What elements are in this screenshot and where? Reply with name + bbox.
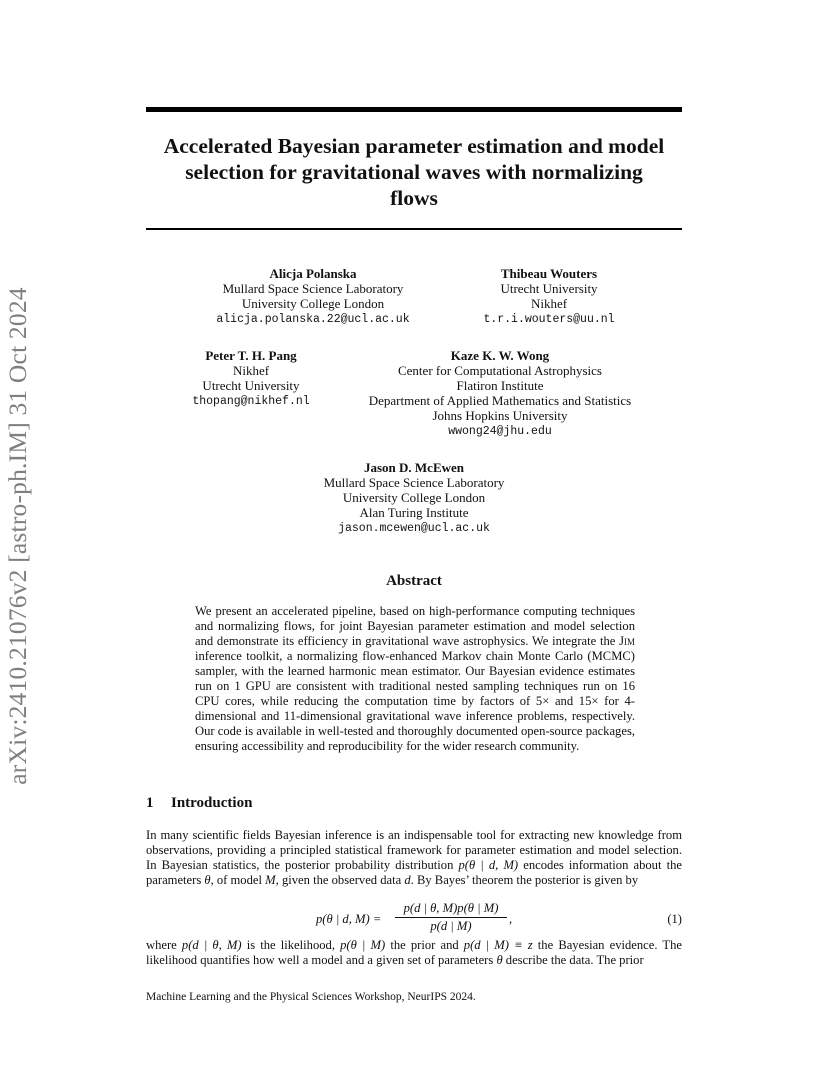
equation-number: (1) bbox=[667, 912, 682, 926]
author-block bbox=[216, 266, 409, 327]
author-name: Thibeau Wouters bbox=[500, 266, 598, 281]
intro-text: encodes information about the parameters bbox=[146, 858, 682, 887]
math-inline: p(d | M) ≡ z bbox=[463, 938, 533, 952]
intro-paragraph-continued bbox=[146, 938, 682, 968]
section-number: 1 bbox=[146, 795, 154, 811]
author-affiliation: Alan Turing Institute bbox=[359, 505, 469, 520]
author-name: Kaze K. W. Wong bbox=[450, 348, 550, 363]
math-inline: p(θ | M) bbox=[340, 938, 386, 952]
intro-text: , given the observed data bbox=[275, 873, 405, 887]
author-affiliation: Center for Computational Astrophysics bbox=[397, 363, 603, 378]
author-block bbox=[369, 348, 631, 439]
equation-lhs: p(θ | d, M) = bbox=[316, 912, 382, 926]
author-affiliation: University College London bbox=[241, 296, 385, 311]
math-inline: θ bbox=[204, 873, 211, 887]
intro-text: where bbox=[146, 938, 182, 952]
footer-venue: Machine Learning and the Physical Sciences Workshop, NeurIPS 2024. bbox=[146, 991, 476, 1003]
author-affiliation: Flatiron Institute bbox=[456, 378, 544, 393]
author-affiliation: Utrecht University bbox=[500, 281, 598, 296]
author-email[interactable]: t.r.i.wouters@uu.nl bbox=[483, 313, 615, 326]
math-inline: θ bbox=[496, 953, 503, 967]
author-name: Peter T. H. Pang bbox=[205, 348, 297, 363]
author-affiliation: Mullard Space Science Laboratory bbox=[222, 281, 404, 296]
math-inline: p(θ | d, M) bbox=[458, 858, 519, 872]
abstract-text: We present an accelerated pipeline, based on high-performance computing techniques and normalizing flows, for joint Bayesian parameter estimation and model selection and demonstrate its efficiency in gravitational wave astrophysics. We integrate the bbox=[195, 604, 635, 648]
title-bottom-rule bbox=[146, 228, 682, 230]
title-line: selection for gravitational waves with normalizing bbox=[185, 160, 643, 184]
equation-fraction bbox=[395, 901, 507, 934]
fraction-bar bbox=[395, 917, 507, 918]
author-block bbox=[483, 266, 614, 327]
paper-title bbox=[146, 133, 682, 211]
author-block bbox=[324, 460, 505, 536]
abstract-text: inference toolkit, a normalizing flow-enhanced Markov chain Monte Carlo (MCMC) sampler, with the learned harmonic mean estimator. Our Bayesian evidence estimates run on 1 GPU are consistent with traditional nested sampling techniques run on 16 CPU cores, while reducing the computation time by factors of 5× and 15× for 4-dimensional and 11-dimensional gravitational wave inference problems, respectively. Our code is available in well-tested and thoroughly documented open-source packages, ensuring accessibility and reproducibility for the wider research community. bbox=[195, 649, 635, 753]
intro-text: describe the data. The prior bbox=[502, 953, 644, 967]
equation-numerator: p(d | θ, M)p(θ | M) bbox=[403, 901, 499, 915]
author-affiliation: University College London bbox=[342, 490, 486, 505]
intro-text: the Bayesian evidence. The likelihood quantifies how well a model and a given set of parameters bbox=[146, 938, 682, 967]
intro-text: . By Bayes’ theorem the posterior is given by bbox=[410, 873, 639, 887]
author-name: Jason D. McEwen bbox=[363, 460, 465, 475]
author-email[interactable]: thopang@nikhef.nl bbox=[192, 395, 310, 408]
equation-bayes bbox=[146, 901, 682, 937]
author-name: Alicja Polanska bbox=[269, 266, 357, 281]
intro-text: In many scientific fields Bayesian inference is an indispensable tool for extracting new knowledge from observations, providing a principled statistical framework for parameter estimation and model selection. In Bayesian statistics, the posterior probability distribution bbox=[146, 828, 682, 872]
title-line: Accelerated Bayesian parameter estimation and model bbox=[163, 134, 665, 158]
abstract-heading: Abstract bbox=[386, 573, 442, 589]
author-affiliation: Nikhef bbox=[232, 363, 270, 378]
arxiv-identifier: arXiv:2410.21076v2 [astro-ph.IM] 31 Oct 2024 bbox=[3, 287, 32, 785]
title-line: flows bbox=[390, 186, 438, 210]
author-affiliation: Johns Hopkins University bbox=[432, 408, 568, 423]
author-affiliation: Nikhef bbox=[530, 296, 568, 311]
intro-text: the prior and bbox=[385, 938, 464, 952]
equation-comma: , bbox=[509, 912, 513, 926]
intro-paragraph bbox=[146, 828, 682, 888]
abstract-body bbox=[195, 604, 635, 754]
author-block bbox=[192, 348, 309, 409]
math-inline: d bbox=[404, 873, 411, 887]
math-inline: M bbox=[265, 873, 276, 887]
intro-text: , of model bbox=[210, 873, 266, 887]
author-affiliation: Utrecht University bbox=[202, 378, 300, 393]
intro-text: is the likelihood, bbox=[241, 938, 341, 952]
author-email[interactable]: wwong24@jhu.edu bbox=[448, 425, 552, 438]
jim-name: Jim bbox=[619, 634, 635, 648]
math-inline: p(d | θ, M) bbox=[181, 938, 242, 952]
section-heading bbox=[146, 795, 252, 812]
title-top-rule bbox=[146, 107, 682, 112]
author-email[interactable]: alicja.polanska.22@ucl.ac.uk bbox=[216, 313, 410, 326]
equation-denominator: p(d | M) bbox=[430, 919, 472, 933]
author-affiliation: Mullard Space Science Laboratory bbox=[323, 475, 505, 490]
author-affiliation: Department of Applied Mathematics and Statistics bbox=[368, 393, 632, 408]
section-title: Introduction bbox=[171, 795, 253, 811]
author-email[interactable]: jason.mcewen@ucl.ac.uk bbox=[338, 522, 490, 535]
